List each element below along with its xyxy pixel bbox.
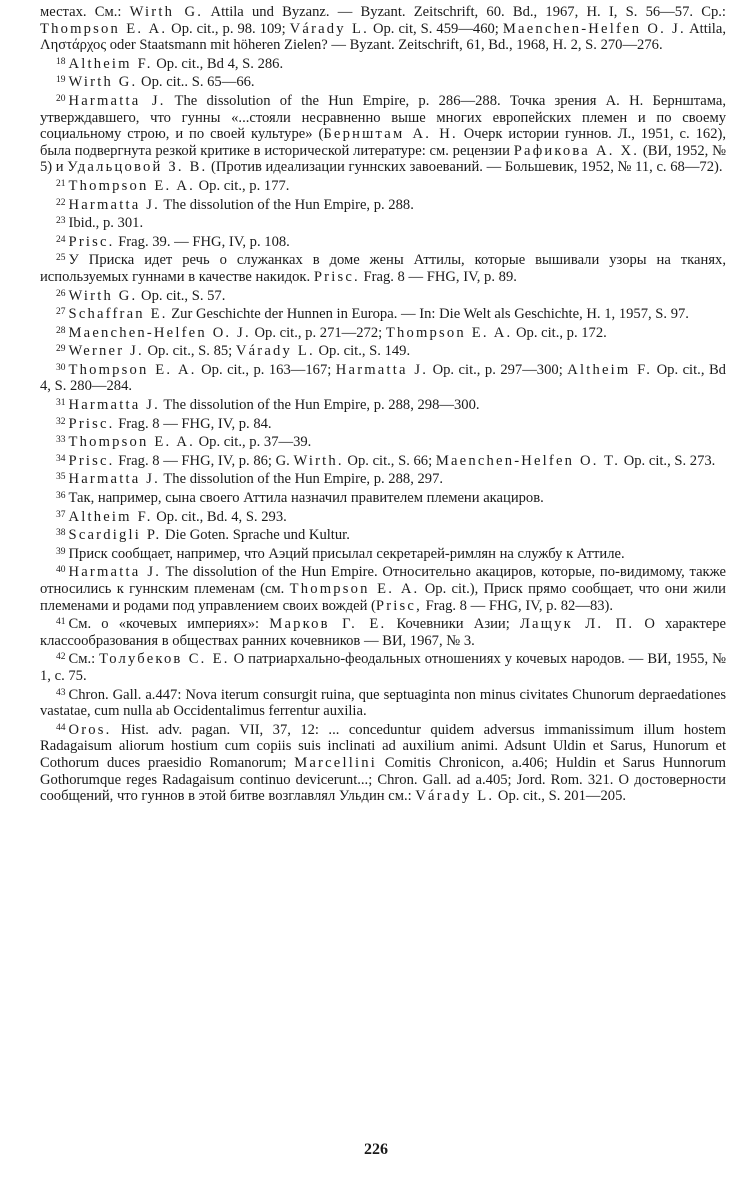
footnote-text: The dissolution of the Hun Empire, p. 288, 298—300. bbox=[159, 397, 480, 414]
footnote-18 bbox=[40, 54, 726, 73]
footnote-text: The dissolution of the Hun Empire, p. 288, 297. bbox=[159, 471, 444, 488]
author-name: Marcellini bbox=[294, 754, 377, 771]
footnote-34 bbox=[40, 451, 726, 470]
footnote-text: Attila und Byzanz. — Byzant. Zeitschrift, 60. Bd., 1967, H. I, S. 56—57. Ср.: bbox=[203, 4, 726, 20]
footnote-36 bbox=[40, 488, 726, 507]
footnotes-page bbox=[40, 4, 726, 805]
footnote-20 bbox=[40, 91, 726, 176]
footnote-21 bbox=[40, 176, 726, 195]
footnote-35 bbox=[40, 469, 726, 488]
author-name: Prisc. bbox=[313, 268, 360, 285]
author-name: Várady L. bbox=[235, 343, 315, 360]
author-name: Oros. bbox=[68, 721, 112, 738]
footnote-27 bbox=[40, 304, 726, 323]
footnote-text: О патриархально-феодальных отношениях у кочевых народов. — ВИ, 1955, № 1, с. 75. bbox=[40, 651, 727, 684]
author-name: Thompson E. A. bbox=[385, 324, 513, 341]
footnote-19 bbox=[40, 72, 726, 91]
footnote-text: The dissolution of the Hun Empire. Относительно акациров, которые, по-видимому, также относились к гуннским племенам (см. bbox=[40, 564, 727, 597]
footnote-text: Die Goten. Sprache und Kultur. bbox=[161, 527, 350, 544]
author-name: Wirth. bbox=[293, 452, 344, 469]
footnote-text: См.: bbox=[68, 651, 100, 668]
footnote-number: 43 bbox=[56, 687, 66, 698]
footnote-text: Frag. 8 — FHG, IV, p. 82—83). bbox=[421, 597, 614, 614]
footnote-number: 33 bbox=[56, 435, 66, 446]
author-name: Марков Г. Е. bbox=[269, 616, 387, 633]
author-name: Wirth G. bbox=[68, 287, 138, 304]
author-name: Prisc. bbox=[68, 233, 115, 250]
footnote-number: 21 bbox=[56, 178, 66, 189]
author-name: Harmatta J. bbox=[335, 361, 429, 378]
footnote-33 bbox=[40, 432, 726, 451]
author-name: Удальцовой З. В. bbox=[67, 159, 208, 176]
footnote-text: Op. cit., p. 37—39. bbox=[194, 434, 312, 451]
author-name: Бернштам А. Н. bbox=[323, 126, 458, 143]
footnote-text: Op. cit., S. 85; bbox=[143, 343, 236, 360]
footnote-text: Кочевники Азии; bbox=[386, 616, 520, 633]
footnote-30 bbox=[40, 360, 726, 395]
footnote-text: Op. cit., p. 297—300; bbox=[428, 361, 568, 378]
author-name: Várady L. bbox=[289, 20, 369, 37]
page-number: 226 bbox=[364, 1141, 388, 1158]
footnote-23 bbox=[40, 213, 726, 232]
footnote-text: Op. cit., Bd 4, S. 286. bbox=[152, 55, 284, 72]
author-name: Prisc. bbox=[68, 452, 115, 469]
footnote-number: 28 bbox=[56, 325, 66, 336]
footnote-text: Op. cit., S. 66; bbox=[343, 452, 436, 469]
footnote-text: Op. cit., p. 271—272; bbox=[250, 324, 386, 341]
footnote-text: Comitis Chronicon, a.406; Huldin et Sarus Hunnorum Gothorumque reges Radagaisum continuo devicerunt...; Chron. Gall. ad a.405; Jord. Rom. 321. О достоверности сообщений, что гуннов в этой битве возглавлял Ульдин см.: bbox=[40, 754, 726, 805]
footnote-text: Op. cit.), Приск прямо сообщает, что они жили племенами и родами под управлением своих вождей ( bbox=[40, 581, 726, 614]
author-name: Maenchen-Helfen O. J. bbox=[68, 324, 251, 341]
footnote-text: Frag. 8 — FHG, IV, p. 84. bbox=[114, 415, 272, 432]
footnote-text: Так, например, сына своего Аттила назначил правителем племени акациров. bbox=[68, 490, 544, 507]
author-name: Thompson E. A. bbox=[68, 361, 197, 378]
footnote-number: 27 bbox=[56, 307, 66, 318]
author-name: Maenchen-Helfen O. T. bbox=[435, 452, 621, 469]
footnote-number: 18 bbox=[56, 56, 66, 67]
footnote-text: Op. cit, S. 459—460; bbox=[368, 20, 503, 37]
author-name: Рафикова А. X. bbox=[513, 142, 640, 159]
footnote-text: Frag. 8 — FHG, IV, p. 89. bbox=[359, 268, 517, 285]
footnote-number: 34 bbox=[56, 453, 66, 464]
footnote-number: 30 bbox=[56, 362, 66, 373]
footnote-text: Ibid., p. 301. bbox=[68, 215, 144, 232]
footnote-number: 42 bbox=[56, 652, 66, 663]
footnote-text: The dissolution of the Hun Empire, p. 288. bbox=[159, 196, 414, 213]
author-name: Scardigli P. bbox=[68, 527, 162, 544]
author-name: Harmatta J. bbox=[68, 397, 160, 414]
footnote-number: 40 bbox=[56, 565, 66, 576]
author-name: Лащук Л. П. bbox=[519, 616, 635, 633]
footnote-28 bbox=[40, 323, 726, 342]
footnote-continuation bbox=[40, 4, 726, 54]
footnote-text: Очерк истории гуннов. Л., 1951, с. 162), была подвергнута резкой критике в исторической литературе: см. рецензии bbox=[40, 126, 726, 159]
author-name: Толубеков С. Е. bbox=[99, 651, 230, 668]
footnote-text: Attila, Ληστάρχος oder Staatsmann mit höheren Zielen? — Byzant. Zeitschrift, 61, Bd., 1968, H. 2, S. 270—276. bbox=[40, 20, 726, 54]
author-name: Prisc. bbox=[68, 415, 115, 432]
footnote-40 bbox=[40, 562, 726, 614]
footnote-text: Приск сообщает, например, что Аэций присылал секретарей-римлян на службу к Аттиле. bbox=[68, 545, 625, 562]
footnote-22 bbox=[40, 195, 726, 214]
footnote-number: 41 bbox=[56, 617, 66, 628]
footnote-number: 23 bbox=[56, 216, 66, 227]
footnote-text: местах. См.: bbox=[40, 4, 130, 20]
footnote-text: Op. cit., S. 201—205. bbox=[494, 788, 627, 805]
footnote-number: 44 bbox=[56, 722, 66, 733]
author-name: Harmatta J. bbox=[68, 471, 160, 488]
footnote-text: (ВИ, 1952, № 5) и bbox=[40, 142, 726, 176]
footnote-25 bbox=[40, 250, 726, 285]
footnote-26 bbox=[40, 286, 726, 305]
footnote-number: 36 bbox=[56, 491, 66, 502]
footnote-37 bbox=[40, 507, 726, 526]
footnote-text: Hist. adv. pagan. VII, 37, 12: ... conceduntur quidem adversus immanissimum illum hostem Radagaisum aliorum hostium cum copiis suis inclinati ad auxilium animi. Adsunt Uldin et Sarus, Hunorum et Cothorum duces praesidio Romanorum; bbox=[40, 721, 726, 771]
footnote-number: 32 bbox=[56, 416, 66, 427]
footnote-number: 26 bbox=[56, 288, 66, 299]
footnote-43 bbox=[40, 685, 726, 720]
footnote-number: 19 bbox=[56, 75, 66, 86]
footnote-text: Op. cit., Bd 4, S. 280—284. bbox=[40, 361, 726, 395]
footnote-text: Op. cit., p. 172. bbox=[512, 324, 607, 341]
footnote-38 bbox=[40, 525, 726, 544]
footnote-text: (Против идеализации гуннских завоеваний. — Большевик, 1952, № 11, с. 68—72). bbox=[207, 159, 723, 176]
author-name: Várady L. bbox=[415, 788, 495, 805]
footnote-39 bbox=[40, 544, 726, 563]
footnote-text: The dissolution of the Hun Empire, p. 286—288. Точка зрения А. Н. Бернштама, утверждавшего, что гунны «...стояли несравненно выше многих европейских племен и по своему социальному строю, и по своей культуре» ( bbox=[40, 92, 726, 143]
footnote-text: Op. cit., p. 163—167; bbox=[196, 361, 336, 378]
author-name: Harmatta J. bbox=[68, 92, 166, 109]
author-name: Altheim F. bbox=[68, 55, 153, 72]
footnote-text: Chron. Gall. a.447: Nova iterum consurgit ruina, que septuaginta non minus civitates Chunorum depraedationes vastatae, cum nulla ab Occidentalimus ferrentur auxilia. bbox=[40, 686, 726, 720]
footnote-41 bbox=[40, 614, 726, 649]
footnote-text: См. о «кочевых империях»: bbox=[68, 616, 270, 633]
footnote-number: 24 bbox=[56, 234, 66, 245]
footnote-text: О характере классообразования в обществах ранних кочевников — ВИ, 1967, № 3. bbox=[40, 616, 726, 649]
author-name: Thompson E. A. bbox=[40, 20, 168, 37]
footnote-number: 38 bbox=[56, 528, 66, 539]
footnote-31 bbox=[40, 395, 726, 414]
author-name: Prisc, bbox=[375, 597, 422, 614]
author-name: Altheim F. bbox=[68, 508, 153, 525]
footnote-number: 39 bbox=[56, 546, 66, 557]
footnote-text: Frag. 8 — FHG, IV, p. 86; G. bbox=[114, 452, 294, 469]
footnote-24 bbox=[40, 232, 726, 251]
footnote-32 bbox=[40, 414, 726, 433]
footnote-number: 20 bbox=[56, 93, 66, 104]
footnote-number: 29 bbox=[56, 344, 66, 355]
author-name: Maenchen-Helfen O. J. bbox=[502, 20, 686, 37]
footnote-text: Frag. 39. — FHG, IV, p. 108. bbox=[114, 233, 290, 250]
footnote-text: Op. cit.. S. 65—66. bbox=[137, 74, 255, 91]
footnote-number: 35 bbox=[56, 472, 66, 483]
author-name: Thompson E. A. bbox=[289, 581, 420, 597]
author-name: Werner J. bbox=[68, 343, 144, 360]
footnote-number: 25 bbox=[56, 253, 66, 264]
author-name: Altheim F. bbox=[567, 361, 653, 378]
footnote-44 bbox=[40, 720, 726, 805]
footnote-number: 37 bbox=[56, 509, 66, 520]
author-name: Wirth G. bbox=[129, 4, 204, 20]
author-name: Schaffran E. bbox=[68, 306, 168, 323]
footnote-text: Zur Geschichte der Hunnen in Europa. — In: Die Welt als Geschichte, H. 1, 1957, S. 97. bbox=[167, 306, 689, 323]
author-name: Thompson E. A. bbox=[68, 434, 195, 451]
footnote-text: Op. cit., S. 149. bbox=[314, 343, 411, 360]
footnotes-list bbox=[40, 4, 726, 805]
footnote-text: Op. cit., Bd. 4, S. 293. bbox=[152, 508, 287, 525]
footnote-number: 31 bbox=[56, 398, 66, 409]
footnote-29 bbox=[40, 341, 726, 360]
footnote-text: У Приска идет речь о служанках в доме жены Аттилы, которые вышивали узоры на тканях, используемых гуннами в качестве накидок. bbox=[40, 252, 726, 285]
author-name: Thompson E. A. bbox=[68, 177, 195, 194]
author-name: Harmatta J. bbox=[68, 196, 160, 213]
footnote-text: Op. cit., p. 98. 109; bbox=[167, 20, 290, 37]
footnote-number: 22 bbox=[56, 197, 66, 208]
author-name: Wirth G. bbox=[68, 74, 138, 91]
footnote-text: Op. cit., S. 273. bbox=[620, 452, 716, 469]
author-name: Harmatta J. bbox=[68, 564, 162, 581]
footnote-text: Op. cit., p. 177. bbox=[194, 177, 290, 194]
footnote-42 bbox=[40, 649, 726, 684]
footnote-text: Op. cit., S. 57. bbox=[137, 287, 226, 304]
